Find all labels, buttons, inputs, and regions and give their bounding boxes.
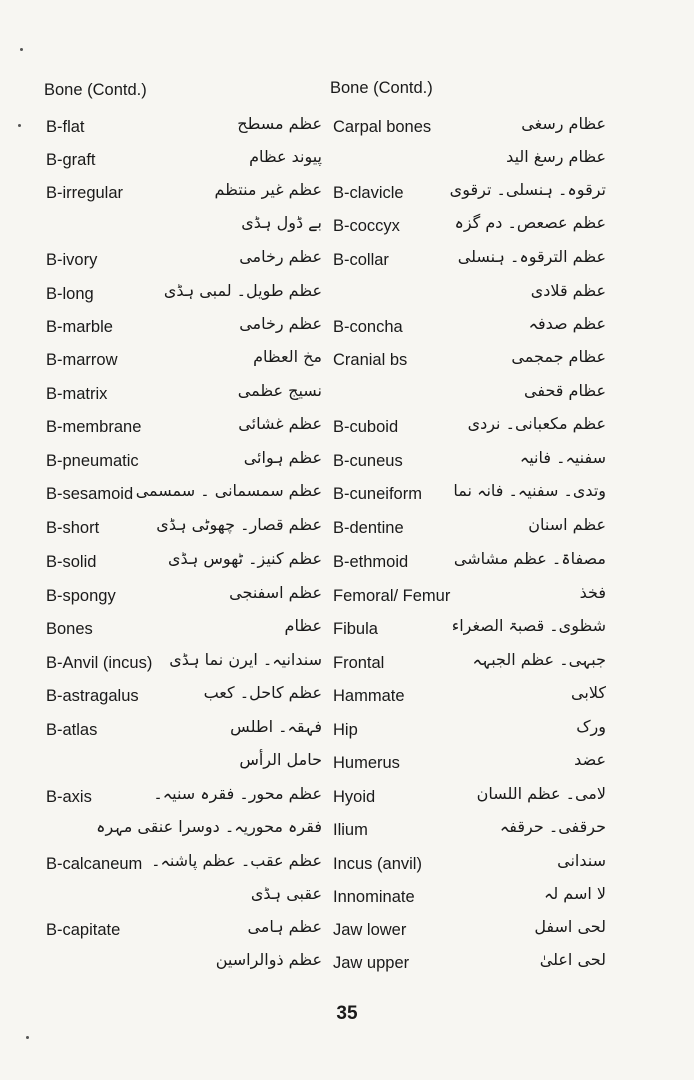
urdu-term: نسیج عظمی <box>237 381 322 400</box>
right-column-heading: Bone (Contd.) <box>330 79 433 97</box>
urdu-term: مصفاۃ۔ عظم مشاشی <box>453 549 606 568</box>
english-term: B-flat <box>46 118 85 136</box>
english-term: B-concha <box>333 318 403 336</box>
urdu-term: عظم قلادی <box>530 281 606 300</box>
english-term: B-axis <box>46 788 92 806</box>
urdu-term: عظام رسغ الید <box>506 147 606 166</box>
english-term: B-long <box>46 285 94 303</box>
urdu-term: عظم عصعص۔ دم گزہ <box>454 213 606 232</box>
english-term: Frontal <box>333 654 385 672</box>
urdu-term: سفنیہ۔ فانیہ <box>519 448 606 467</box>
urdu-term: عظم قصار۔ چھوٹی ہڈی <box>156 515 322 534</box>
english-term: Ilium <box>333 821 368 839</box>
urdu-term: عظم الترقوہ۔ ہنسلی <box>457 247 606 266</box>
urdu-term: عظم صدفہ <box>528 314 606 333</box>
urdu-term: لحی اعلیٰ <box>539 950 606 969</box>
urdu-term: عظم مسطح <box>237 114 322 133</box>
english-term: B-cuboid <box>333 418 399 436</box>
urdu-term: عظم رخامی <box>239 247 322 266</box>
english-term: Fibula <box>333 620 378 638</box>
urdu-term: عظم عقب۔ عظم پاشنہ۔ <box>151 851 322 870</box>
english-term: B-coccyx <box>333 217 400 235</box>
urdu-term: عضد <box>574 750 606 769</box>
english-term: Hyoid <box>333 788 376 806</box>
english-term: B-cuneus <box>333 452 403 470</box>
left-column-heading: Bone (Contd.) <box>44 81 147 99</box>
english-term: Jaw lower <box>333 921 407 939</box>
urdu-term: سندانیہ۔ ایرن نما ہڈی <box>169 650 322 669</box>
urdu-term: عظم مکعبانی۔ نردی <box>467 414 606 433</box>
urdu-term: عظام قحفی <box>524 381 606 400</box>
urdu-term: ورک <box>576 717 606 736</box>
urdu-term: فہقہ۔ اطلس <box>230 717 322 736</box>
speck <box>26 1036 29 1039</box>
english-term: Bones <box>46 620 93 638</box>
english-term: B-clavicle <box>333 184 404 202</box>
urdu-term: عظام جمجمی <box>511 347 606 366</box>
page-number: 35 <box>336 1003 358 1024</box>
urdu-term: لامی۔ عظم اللسان <box>476 784 606 803</box>
english-term: B-pneumatic <box>46 452 139 470</box>
english-term: B-astragalus <box>46 687 139 705</box>
english-term: Humerus <box>333 754 400 772</box>
urdu-term: شظوی۔ قصبۃ الصغراء <box>451 616 606 635</box>
english-term: B-marble <box>46 318 113 336</box>
english-term: B-atlas <box>46 721 98 739</box>
english-term: B-cuneiform <box>333 485 422 503</box>
english-term: Hammate <box>333 687 405 705</box>
english-term: B-matrix <box>46 385 108 403</box>
english-term: Cranial bs <box>333 351 408 369</box>
english-term: B-dentine <box>333 519 404 537</box>
english-term: B-capitate <box>46 921 121 939</box>
english-term: B-marrow <box>46 351 118 369</box>
english-term: B-collar <box>333 251 389 269</box>
urdu-term: جبہی۔ عظم الجبہہ <box>472 650 606 669</box>
english-term: Hip <box>333 721 358 739</box>
urdu-term: حرقفی۔ حرقفہ <box>499 817 606 836</box>
english-term: Incus (anvil) <box>333 855 422 873</box>
english-term: B-short <box>46 519 100 537</box>
speck <box>20 48 23 51</box>
urdu-term: عظم رخامی <box>239 314 322 333</box>
urdu-term: کلابی <box>571 683 606 702</box>
urdu-term: فقرہ محوریہ۔ دوسرا عنقی مہرہ <box>96 817 322 836</box>
english-term: B-solid <box>46 553 97 571</box>
english-term: B-ethmoid <box>333 553 409 571</box>
urdu-term: عظم اسنان <box>528 515 606 534</box>
urdu-term: پیوند عظام <box>249 147 322 166</box>
english-term: Carpal bones <box>333 118 432 136</box>
urdu-term: فخذ <box>579 583 606 602</box>
urdu-term: حامل الرأس <box>239 750 322 769</box>
english-term: Jaw upper <box>333 954 410 972</box>
english-term: B-calcaneum <box>46 855 143 873</box>
urdu-term: عظم طویل۔ لمبی ہڈی <box>163 281 322 300</box>
urdu-term: عظم ہامی <box>247 917 322 936</box>
urdu-term: ترقوہ۔ ہنسلی۔ ترقوی <box>449 180 606 199</box>
urdu-term: سندانی <box>557 851 606 870</box>
urdu-term: عظم غشائی <box>238 414 322 433</box>
urdu-term: لا اسم لہ <box>543 884 606 903</box>
english-term: B-spongy <box>46 587 116 605</box>
urdu-term: عظم اسفنجی <box>229 583 322 602</box>
urdu-term: بے ڈول ہڈی <box>241 213 322 232</box>
english-term: Innominate <box>333 888 415 906</box>
urdu-term: مخ العظام <box>253 347 322 366</box>
urdu-term: عظام رسغی <box>521 114 606 133</box>
urdu-term: عظم غیر منتظم <box>214 180 322 199</box>
urdu-term: عظم ہوائی <box>243 448 322 467</box>
english-term: B-ivory <box>46 251 98 269</box>
english-term: Femoral/ Femur <box>333 587 451 605</box>
speck <box>18 124 21 127</box>
urdu-term: لحی اسفل <box>534 917 606 936</box>
english-term: B-Anvil (incus) <box>46 654 153 672</box>
english-term: B-sesamoid <box>46 485 134 503</box>
urdu-term: عظم کنیز۔ ٹھوس ہڈی <box>168 549 322 568</box>
urdu-term: عظم سمسمانی ۔ سمسمی <box>135 481 322 500</box>
english-term: B-membrane <box>46 418 142 436</box>
english-term: B-graft <box>46 151 96 169</box>
urdu-term: عظم محور۔ فقرہ سنیہ۔ <box>153 784 322 803</box>
urdu-term: وتدی۔ سفنیہ۔ فانہ نما <box>453 481 606 500</box>
urdu-term: عظم کاحل۔ کعب <box>203 683 322 702</box>
english-term: B-irregular <box>46 184 124 202</box>
urdu-term: عقبی ہڈی <box>250 884 322 903</box>
urdu-term: عظام <box>284 616 322 635</box>
urdu-term: عظم ذوالراسین <box>215 950 322 969</box>
